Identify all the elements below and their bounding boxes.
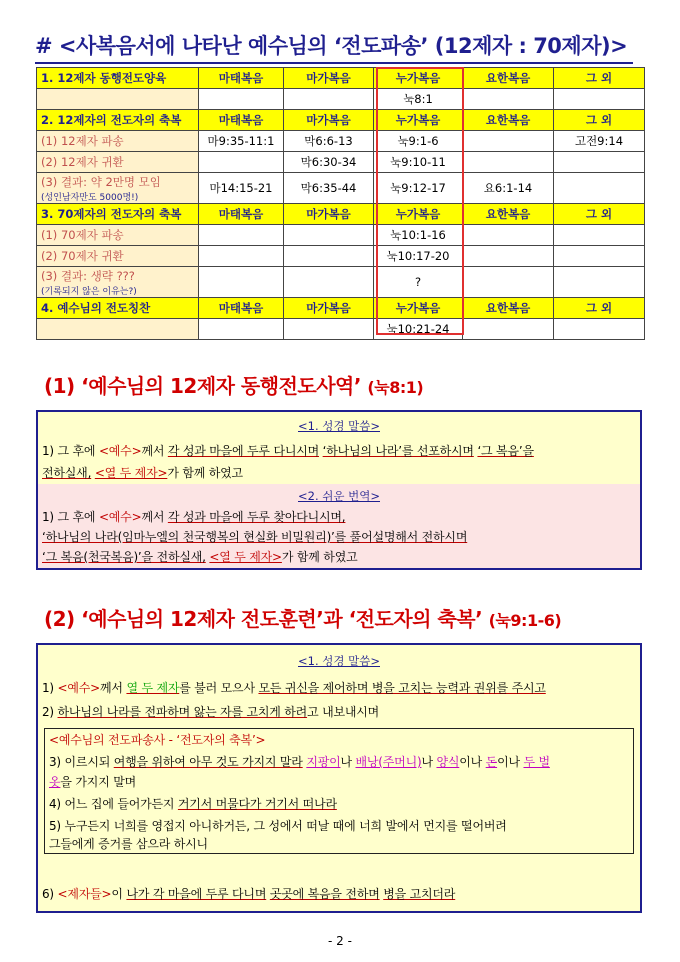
reference-cell: 마9:35-11:1 [199,131,284,152]
reference-cell [284,267,374,298]
reference-cell [554,89,645,110]
verse-3-cont: 옷을 가지지 말며 [49,775,136,789]
title-underline [35,62,633,64]
row-label: (1) 70제자 파송 [37,225,199,246]
training-header: <1. 성경 말씀> [298,654,380,668]
gospel-column-header: 마태복음 [199,68,284,89]
reference-cell [284,89,374,110]
reference-cell [554,246,645,267]
scripture-box [36,410,642,486]
row-label: (1) 12제자 파송 [37,131,199,152]
reference-cell [554,267,645,298]
verse-4: 4) 어느 집에 들어가든지 거기서 머물다가 거기서 떠나라 [49,797,337,811]
gospel-column-header: 누가복음 [374,204,463,225]
page-title-text: # <사복음서에 나타난 예수님의 ‘전도파송’ (12제자 : 70제자)> [35,34,628,58]
reference-cell [284,225,374,246]
verse-2: 2) 하나님의 나라를 전파하며 앓는 자를 고치게 하려고 내보내시며 [42,705,380,719]
reference-cell [199,89,284,110]
page-number: - 2 - [328,934,352,948]
reference-cell: 요6:1-14 [463,173,554,204]
verse-3: 3) 이르시되 여행을 위하여 아무 것도 가지지 말라 지팡이나 배낭(주머니)나 양식이나 돈이나 두 벌 [49,755,550,769]
table-row [37,173,645,204]
reference-cell: 고전9:14 [554,131,645,152]
verse-5: 5) 누구든지 너희를 영접지 아니하거든, 그 성에서 떠날 때에 너희 발에서 먼지를 떨어버려 [49,819,507,833]
gospel-column-header: 마가복음 [284,68,374,89]
reference-cell: 마14:15-21 [199,173,284,204]
gospel-column-header: 누가복음 [374,110,463,131]
reference-cell: 막6:35-44 [284,173,374,204]
reference-cell: 눅9:10-11 [374,152,463,173]
reference-cell: 눅9:12-17 [374,173,463,204]
reference-cell [463,225,554,246]
table-header-row [37,110,645,131]
reference-cell: ? [374,267,463,298]
section1-heading: (1) ‘예수님의 12제자 동행전도사역’ (눅8:1) [44,374,424,398]
gospel-column-header: 요한복음 [463,68,554,89]
verse-1: 1) <예수>께서 열 두 제자를 불러 모으사 모든 귀신을 제어하며 병을 고치는 능력과 권위를 주시고 [42,681,546,695]
section1-reference: (눅8:1) [367,378,424,397]
gospel-column-header: 요한복음 [463,298,554,319]
row-label [37,319,199,340]
reference-cell: 눅10:21-24 [374,319,463,340]
reference-cell: 눅10:1-16 [374,225,463,246]
table-row [37,319,645,340]
row-label: (3) 결과: 생략 ??? (기록되지 않은 이유는?) [37,267,199,298]
gospel-column-header: 그 외 [554,298,645,319]
gospel-column-header: 마가복음 [284,110,374,131]
gospel-column-header: 그 외 [554,68,645,89]
table-row [37,267,645,298]
gospel-column-header: 누가복음 [374,298,463,319]
translation-line-1: 1) 그 후에 <예수>께서 각 성과 마을에 두루 찾아다니시며, [42,510,346,524]
sending-speech-title: <예수님의 전도파송사 - ‘전도자의 축복’> [49,733,266,747]
reference-cell [463,152,554,173]
reference-cell: 눅10:17-20 [374,246,463,267]
table-row [37,225,645,246]
reference-cell [463,267,554,298]
gospel-column-header: 마태복음 [199,110,284,131]
reference-cell [554,173,645,204]
scripture-header: <1. 성경 말씀> [298,419,380,433]
reference-cell [199,225,284,246]
verse-6: 6) <제자들>이 나가 각 마을에 두루 다니며 곳곳에 복음을 전하며 병을 고치더라 [42,887,456,901]
reference-cell [463,319,554,340]
gospel-column-header: 마태복음 [199,298,284,319]
easy-translation-header: <2. 쉬운 번역> [298,489,380,503]
gospel-column-header: 마가복음 [284,298,374,319]
table-row [37,89,645,110]
reference-cell [554,319,645,340]
section2-heading: (2) ‘예수님의 12제자 전도훈련’과 ‘전도자의 축복’ (눅9:1-6) [44,607,562,631]
reference-cell: 막6:30-34 [284,152,374,173]
reference-cell [284,319,374,340]
table-row [37,131,645,152]
reference-cell: 눅8:1 [374,89,463,110]
table-header-row [37,204,645,225]
gospel-column-header: 마태복음 [199,204,284,225]
section2-reference: (눅9:1-6) [488,611,562,630]
row-sub-label: (성인남자만도 5000명!) [41,192,139,203]
table-header-row [37,68,645,89]
row-label: (2) 70제자 귀환 [37,246,199,267]
scripture-line-1: 1) 그 후에 <예수>께서 각 성과 마을에 두루 다니시며 ‘하나님의 나라’를 선포하시며 ‘그 복음’을 [42,444,534,458]
verse-5-cont: 그들에게 증거를 삼으라 하시니 [49,837,208,851]
reference-cell [463,131,554,152]
gospel-column-header: 요한복음 [463,204,554,225]
page-title [35,30,627,60]
gospel-summary-table [36,67,645,340]
row-label: 1. 12제자 동행전도양육 [37,68,199,89]
translation-line-3: ‘그 복음(천국복음)’을 전하실새, <열 두 제자>가 함께 하였고 [42,550,358,564]
row-label: 4. 예수님의 전도칭찬 [37,298,199,319]
row-label: 2. 12제자의 전도자의 축복 [37,110,199,131]
reference-cell: 막6:6-13 [284,131,374,152]
table-header-row [37,298,645,319]
reference-cell [284,246,374,267]
gospel-column-header: 마가복음 [284,204,374,225]
reference-cell [199,319,284,340]
table-row [37,246,645,267]
reference-cell [463,246,554,267]
gospel-column-header: 그 외 [554,204,645,225]
reference-cell [463,89,554,110]
row-label: (3) 결과: 약 2만명 모임 (성인남자만도 5000명!) [37,173,199,204]
row-label: 3. 70제자의 전도자의 축복 [37,204,199,225]
reference-cell [554,152,645,173]
gospel-column-header: 요한복음 [463,110,554,131]
reference-cell [199,152,284,173]
gospel-column-header: 그 외 [554,110,645,131]
row-label: (2) 12제자 귀환 [37,152,199,173]
reference-cell [199,267,284,298]
easy-translation-box [36,484,642,570]
sending-speech-box [44,728,634,854]
row-sub-label: (기록되지 않은 이유는?) [41,286,137,297]
reference-cell [554,225,645,246]
reference-cell [199,246,284,267]
row-label [37,89,199,110]
reference-cell: 눅9:1-6 [374,131,463,152]
table-row [37,152,645,173]
scripture-line-2: 전하실새, <열 두 제자>가 함께 하였고 [42,466,243,480]
translation-line-2: ‘하나님의 나라(임마누엘의 천국행복의 현실화 비밀원리)’를 풀어설명해서 전하시며 [42,530,468,544]
gospel-column-header: 누가복음 [374,68,463,89]
